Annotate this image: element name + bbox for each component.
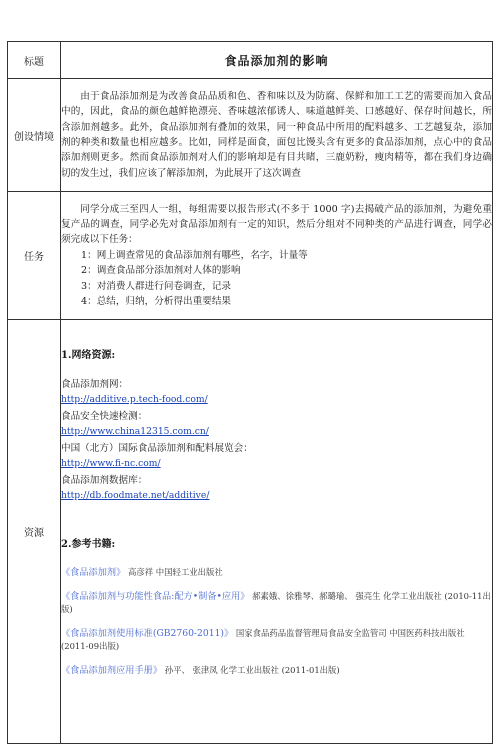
book-title: 《食品添加剂使用标准(GB2760-2011)》 (61, 628, 234, 639)
context-row (8, 79, 493, 192)
book-meta: 郝素娥、徐雅琴、郝璐瑜、 强亮生 化学工业出版社 (2010-11出版) (61, 591, 491, 614)
task-item: 3：对消费人群进行问卷调查，记录 (81, 280, 232, 292)
resources-label: 资源 (8, 320, 61, 744)
book-entry (61, 627, 492, 653)
book-title: 《食品添加剂》 (61, 567, 126, 578)
resources-cell (61, 320, 493, 744)
resource-link[interactable]: http://www.china12315.com.cn/ (61, 426, 209, 437)
task-item: 4：总结，归纳，分析得出重要结果 (81, 296, 232, 308)
book-entry (61, 590, 492, 616)
web-resources-heading: 1.网络资源: (61, 350, 116, 361)
title-label: 标题 (8, 42, 61, 79)
task-row (8, 192, 493, 320)
task-intro: 同学分成三至四人一组，每组需要以报告形式(不多于 1000 字)去揭破产品的添加剂，为避免重复产品的调查，同学必先对食品添加剂有一定的知识，然后分组对不同种类的产品进行调查，同学必须完成以下任务： (61, 203, 492, 246)
link-label: 食品添加剂网： (61, 379, 129, 390)
task-list (61, 248, 492, 310)
link-label: 中国（北方）国际食品添加剂和配料展览会： (61, 443, 253, 454)
books-heading: 2.参考书籍: (61, 539, 116, 550)
task-item: 1：网上调查常见的食品添加剂有哪些，名字，计量等 (81, 249, 308, 261)
book-entry (61, 664, 492, 677)
task-label: 任务 (8, 192, 61, 320)
book-title: 《食品添加剂应用手册》 (61, 665, 163, 676)
book-meta: 国家食品药品监督管理局食品安全监管司 中国医药科技出版社 (2011-09出版) (61, 628, 465, 651)
book-meta: 高彦祥 中国轻工业出版社 (125, 567, 223, 577)
resource-link[interactable]: http://www.fi-nc.com/ (61, 458, 161, 469)
task-cell (61, 192, 493, 320)
link-label: 食品添加剂数据库： (61, 475, 148, 486)
book-title: 《食品添加剂与功能性食品:配方•制备•应用》 (61, 591, 250, 602)
context-cell (61, 79, 493, 192)
book-meta: 孙平、 张津凤 化学工业出版社 (2011-01出版) (162, 665, 340, 675)
book-entry (61, 566, 492, 579)
title-row (8, 42, 493, 79)
context-text: 由于食品添加剂是为改善食品品质和色、香和味以及为防腐、保鲜和加工工艺的需要而加入食品中的，因此，食品的颜色越鲜艳漂亮、香味越浓郁诱人、味道越鲜美、口感越好、保存时间越长，所含添加剂越多。此外，食品添加剂有叠加的效果，同一种食品中所用的配料越多、工艺越复杂，添加剂的种类和数量也相应越多。比如，同样是面食，面包比馒头含有更多的食品添加剂，点心中的食品添加剂则更多。然而食品添加剂对人们的影响却是有目共睹，三鹿奶粉，瘦肉精等，都在我们身边确切的发生过，我们应该了解添加剂，为此展开了这次调查 (61, 90, 492, 179)
context-label: 创设情境 (8, 79, 61, 192)
task-item: 2：调查食品部分添加剂对人体的影响 (81, 265, 241, 277)
lesson-plan-table (7, 41, 493, 744)
link-label: 食品安全快速检测： (61, 411, 148, 422)
page-title: 食品添加剂的影响 (61, 42, 493, 79)
resources-row (8, 320, 493, 744)
resource-link[interactable]: http://additive.p.tech-food.com/ (61, 394, 208, 405)
resource-link[interactable]: http://db.foodmate.net/additive/ (61, 490, 210, 501)
